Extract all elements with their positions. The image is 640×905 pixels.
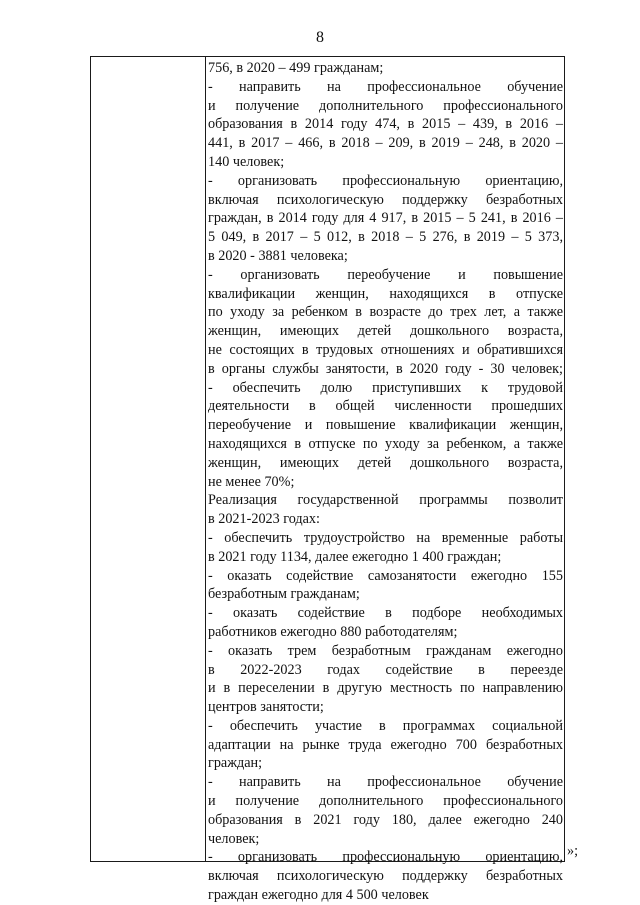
text-line: центров занятости; — [208, 699, 324, 716]
text-line: включая психологическую поддержку безработных — [208, 191, 563, 208]
text-line: в органы службы занятости, в 2020 году - 30 человек; — [208, 360, 563, 377]
text-line: граждан, в 2014 году для 4 917, в 2015 – 5 241, в 2016 – — [208, 210, 563, 227]
closing-quote-mark: »; — [567, 843, 579, 859]
column-divider — [205, 56, 206, 862]
text-line: находящихся в отпуске по уходу за ребенком, а также — [208, 435, 563, 452]
text-line: - обеспечить трудоустройство на временные работы — [208, 529, 563, 546]
text-line: Реализация государственной программы позволит — [208, 492, 563, 509]
text-line: безработным гражданам; — [208, 586, 360, 603]
text-line: - оказать содействие самозанятости ежегодно 155 — [208, 567, 563, 584]
text-line: - организовать переобучение и повышение — [208, 266, 563, 283]
text-line: граждан ежегодно для 4 500 человек — [208, 887, 429, 904]
text-line: женщин, имеющих детей дошкольного возраста, — [208, 454, 563, 471]
text-line: - организовать профессиональную ориентацию, — [208, 849, 563, 866]
text-line: 756, в 2020 – 499 гражданам; — [208, 60, 384, 76]
text-line: не состоящих в трудовых отношениях и обратившихся — [208, 341, 563, 358]
text-line: квалификации женщин, находящихся в отпуске — [208, 285, 563, 302]
text-line: деятельности в общей численности прошедших — [208, 398, 563, 415]
text-line: - организовать профессиональную ориентацию, — [208, 172, 563, 189]
text-line: в 2022-2023 годах содействие в переезде — [208, 661, 563, 678]
text-line: и в переселении в другую местность по направлению — [208, 680, 563, 697]
text-line: - направить на профессиональное обучение — [208, 78, 563, 95]
text-line: - направить на профессиональное обучение — [208, 774, 563, 791]
text-line: в 2020 - 3881 человека; — [208, 247, 348, 264]
text-line: 441, в 2017 – 466, в 2018 – 209, в 2019 – 248, в 2020 – — [208, 135, 563, 152]
text-line: граждан; — [208, 755, 263, 772]
text-line: в 2021 году 1134, далее ежегодно 1 400 граждан; — [208, 548, 502, 565]
text-line: не менее 70%; — [208, 473, 295, 490]
text-line: адаптации на рынке труда ежегодно 700 безработных — [208, 736, 563, 753]
text-line: - оказать содействие в подборе необходимых — [208, 605, 563, 622]
text-line: переобучение и повышение квалификации женщин, — [208, 417, 563, 434]
text-line: включая психологическую поддержку безработных — [208, 868, 563, 885]
text-line: - обеспечить долю приступивших к трудовой — [208, 379, 563, 396]
text-line: 5 049, в 2017 – 5 012, в 2018 – 5 276, в 2019 – 5 373, — [208, 229, 563, 246]
text-line: и получение дополнительного профессионального — [208, 793, 563, 810]
text-line: 140 человек; — [208, 153, 285, 170]
text-line: женщин, имеющих детей дошкольного возраста, — [208, 323, 563, 340]
text-line: в 2021-2023 годах: — [208, 511, 320, 528]
text-line: образования в 2021 году 180, далее ежегодно 240 — [208, 811, 563, 828]
text-line: работников ежегодно 880 работодателям; — [208, 623, 458, 640]
text-line: - оказать трем безработным гражданам ежегодно — [208, 642, 563, 659]
text-line: по уходу за ребенком в возрасте до трех лет, а также — [208, 304, 563, 321]
text-line: образования в 2014 году 474, в 2015 – 439, в 2016 – — [208, 116, 563, 133]
text-line: и получение дополнительного профессионального — [208, 97, 563, 114]
text-line: человек; — [208, 830, 260, 847]
table-cell-text — [208, 59, 563, 905]
text-line: - обеспечить участие в программах социальной — [208, 717, 563, 734]
page-number: 8 — [316, 29, 324, 46]
table-right-border — [564, 56, 565, 862]
